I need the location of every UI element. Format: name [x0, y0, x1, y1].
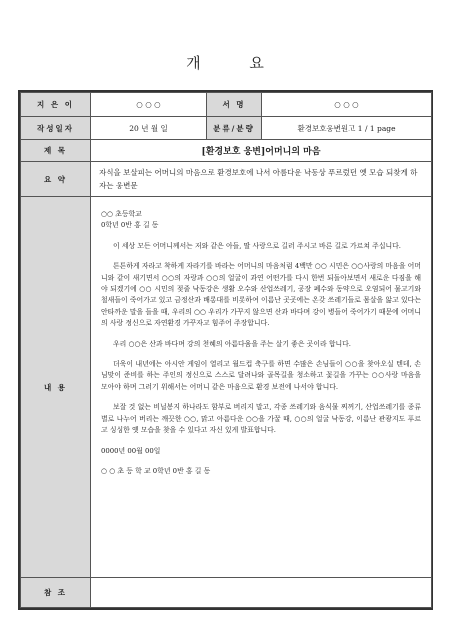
speech-signature: ○ ○ 초 등 학 교 0학년 0반 홍 길 동	[101, 466, 211, 475]
subject-label: 제 목	[21, 140, 91, 162]
paragraph-1: 이 세상 모든 어머니께서는 저와 같은 아들, 딸 사랑으로 길러 주시고 바른 길로 가르쳐 주십니다.	[113, 241, 401, 250]
document-title: 개 요	[186, 54, 286, 72]
date-row	[21, 117, 432, 140]
paragraph-4: 더욱이 내년에는 아시안 게임이 열리고 월드컵 축구를 하면 수많은 손님들이 ○○을 찾아오실 텐데, 손님맞이 준비를 하는 주인의 정신으로 스스로 달려나와 골목길을 청소하고 꽃길을 가꾸는 ○○사랑 마음을 모아야 하며 그러기 위해서는 어머니 같은 마음으로 환경 보전에 나서야 합니다.	[101, 360, 421, 391]
reference-label: 참 조	[21, 578, 91, 608]
date-label: 작성일자	[21, 117, 91, 140]
summary-value: 자식을 보살피는 어머니의 마음으로 환경보호에 나서 아름다운 낙동상 푸르렀던 옛 모습 되찾게 하자는 웅변문	[91, 162, 432, 197]
paragraph-5: 보잘 것 없는 비닐봉지 하나라도 함부로 버리지 말고, 각종 쓰레기와 음식물 찌꺼기, 산업쓰레기를 종류별로 나누어 버리는 깨끗한 ○○, 맑고 아름다운 ○○을 가꿀 때, ○○의 얼굴 낙동강, 이름난 관광지도 푸르고 싱싱한 옛 모습을 찾을 수 있다고 자신 있게 발표합니다.	[101, 403, 421, 435]
paragraph-3: 우리 ○○은 산과 바다며 강의 천혜의 아름다움을 주는 살기 좋은 곳이라 합니다.	[113, 339, 351, 348]
author-label: 지 은 이	[21, 93, 91, 117]
reference-value	[91, 578, 432, 608]
summary-form-table	[20, 92, 432, 608]
date-value: 20 년 월 일	[91, 117, 207, 140]
summary-row	[21, 162, 432, 197]
speech-date: 0000년 00월 00일	[101, 446, 161, 455]
paragraph-2: 튼튼하게 자라고 착하게 자라기를 바라는 어머니의 마음처럼 4백만 ○○ 시민은 ○○사랑의 마음을 어머니와 같이 새기면서 ○○의 자랑과 ○○의 얼굴이 과연 어떤가를 다시 한번 되돌아보면서 새로운 다짐을 해야 되겠기에 ○○ 시민의 젖줄 낙동강은 생활 오수와 산업쓰레기, 공장 폐수와 동약으로 오염되어 물고기와 철새들이 죽어가고 있고 금정산과 배롱대를 비롯하여 이름난 곳곳에는 온갖 쓰레기들로 몸살을 앓고 있다는 안타까운 말을 들을 때, 우리의 ○○ 우리가 가꾸지 않으면 산과 바다며 강이 병들어 죽어가기 때문에 어머니의 사랑 정신으로 자연환경 가꾸자고 힘주어 주장합니다.	[101, 262, 421, 328]
author-value: ○ ○ ○	[91, 93, 207, 117]
author-row	[21, 93, 432, 117]
signature-value: ○ ○ ○	[262, 93, 432, 117]
content-body	[91, 197, 432, 578]
summary-label: 요 약	[21, 162, 91, 197]
signature-label: 서 명	[207, 93, 262, 117]
subject-value: [환경보호 웅변]어머니의 마음	[91, 140, 432, 162]
category-value: 환경보호웅변원고 1 / 1 page	[262, 117, 432, 140]
reference-row	[21, 578, 432, 608]
content-label: 내 용	[21, 197, 91, 578]
content-row	[21, 197, 432, 578]
school-name: ○○ 초등학교	[101, 210, 142, 218]
author-class: 0학년 0반 홍 길 동	[101, 221, 159, 230]
subject-row	[21, 140, 432, 162]
category-label: 분류/분량	[207, 117, 262, 140]
